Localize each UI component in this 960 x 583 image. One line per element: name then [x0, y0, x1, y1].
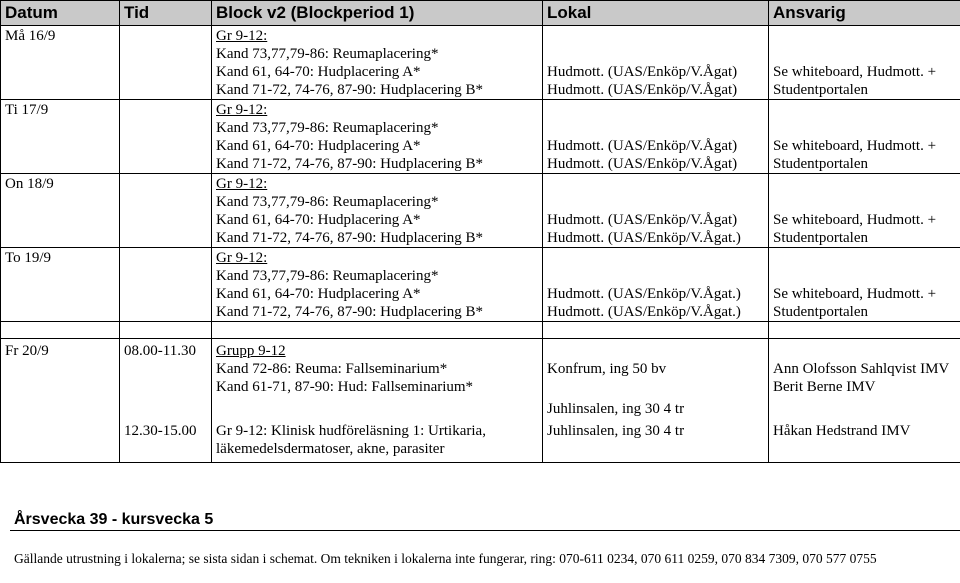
ansvarig-line: Se whiteboard, Hudmott. + [773, 286, 937, 302]
ansvarig-line: Berit Berne IMV [773, 379, 876, 395]
block-line: Kand 61, 64-70: Hudplacering A* [216, 212, 421, 228]
ansvarig-line: Studentportalen [773, 82, 868, 98]
block-line: Kand 73,77,79-86: Reumaplacering* [216, 268, 439, 284]
lokal-line: Hudmott. (UAS/Enköp/V.Ågat) [547, 156, 738, 172]
ansvarig-cell [769, 418, 960, 463]
lokal-line: Hudmott. (UAS/Enköp/V.Ågat) [547, 138, 738, 154]
block-cell [212, 26, 543, 100]
lokal-cell [543, 26, 769, 100]
date-cell: On 18/9 [1, 174, 120, 248]
date-cell: Må 16/9 [1, 26, 120, 100]
ansvarig-line: Håkan Hedstrand IMV [773, 423, 911, 439]
lokal-cell [543, 418, 769, 463]
group-label: Gr 9-12: [216, 102, 268, 118]
lokal-line: Juhlinsalen, ing 30 4 tr [547, 401, 685, 417]
block-line: Kand 73,77,79-86: Reumaplacering* [216, 120, 439, 136]
block-line: Kand 72-86: Reuma: Fallseminarium* [216, 361, 448, 377]
block-cell [212, 418, 543, 463]
table-row [1, 248, 960, 322]
time-cell [120, 174, 212, 248]
table-row [1, 100, 960, 174]
ansvarig-cell [769, 248, 960, 322]
lokal-line: Hudmott. (UAS/Enköp/V.Ågat) [547, 82, 738, 98]
block-line: Kand 71-72, 74-76, 87-90: Hudplacering B* [216, 304, 484, 320]
block-cell [212, 100, 543, 174]
header-block: Block v2 (Blockperiod 1) [212, 1, 543, 26]
header-tid: Tid [120, 1, 212, 26]
time-cell [120, 248, 212, 322]
time-cell: 08.00-11.30 [120, 339, 212, 419]
block-line: Gr 9-12: Klinisk hudföreläsning 1: Urtikaria, [216, 423, 486, 439]
group-label: Grupp 9-12 [216, 343, 286, 359]
block-cell [212, 174, 543, 248]
block-line: Kand 71-72, 74-76, 87-90: Hudplacering B* [216, 230, 484, 246]
spacer-row [1, 322, 960, 339]
header-lokal: Lokal [543, 1, 769, 26]
block-line: Kand 61-71, 87-90: Hud: Fallseminarium* [216, 379, 474, 395]
divider [10, 530, 960, 531]
lokal-cell [543, 339, 769, 419]
table-row [1, 26, 960, 100]
lokal-cell [543, 248, 769, 322]
group-label: Gr 9-12: [216, 250, 268, 266]
block-line: Kand 73,77,79-86: Reumaplacering* [216, 46, 439, 62]
ansvarig-line: Studentportalen [773, 304, 868, 320]
header-datum: Datum [1, 1, 120, 26]
ansvarig-line: Se whiteboard, Hudmott. + [773, 64, 937, 80]
ansvarig-cell [769, 100, 960, 174]
lokal-line: Juhlinsalen, ing 30 4 tr [547, 423, 685, 439]
lokal-line: Hudmott. (UAS/Enköp/V.Ågat.) [547, 286, 741, 302]
ansvarig-line: Se whiteboard, Hudmott. + [773, 138, 937, 154]
block-line: Kand 61, 64-70: Hudplacering A* [216, 138, 421, 154]
time-cell: 12.30-15.00 [120, 418, 212, 463]
block-line: Kand 73,77,79-86: Reumaplacering* [216, 194, 439, 210]
time-cell [120, 26, 212, 100]
time-cell [120, 100, 212, 174]
ansvarig-cell [769, 339, 960, 419]
lokal-cell [543, 100, 769, 174]
block-line: Kand 61, 64-70: Hudplacering A* [216, 286, 421, 302]
block-cell [212, 248, 543, 322]
block-line: Kand 71-72, 74-76, 87-90: Hudplacering B* [216, 156, 484, 172]
lokal-line: Hudmott. (UAS/Enköp/V.Ågat) [547, 212, 738, 228]
lokal-cell [543, 174, 769, 248]
block-cell [212, 339, 543, 419]
block-line: läkemedelsdermatoser, akne, parasiter [216, 441, 445, 457]
ansvarig-line: Studentportalen [773, 156, 868, 172]
ansvarig-cell [769, 26, 960, 100]
date-cell [1, 418, 120, 463]
week-heading: Årsvecka 39 - kursvecka 5 [14, 511, 214, 528]
ansvarig-line: Ann Olofsson Sahlqvist IMV [773, 361, 950, 377]
date-cell: Ti 17/9 [1, 100, 120, 174]
ansvarig-line: Se whiteboard, Hudmott. + [773, 212, 937, 228]
table-row [1, 174, 960, 248]
ansvarig-line: Studentportalen [773, 230, 868, 246]
table-row [1, 339, 960, 419]
lokal-line: Hudmott. (UAS/Enköp/V.Ågat.) [547, 230, 741, 246]
table-row [1, 418, 960, 463]
lokal-line: Konfrum, ing 50 bv [547, 361, 667, 377]
ansvarig-cell [769, 174, 960, 248]
date-cell: To 19/9 [1, 248, 120, 322]
equipment-note: Gällande utrustning i lokalerna; se sista sidan i schemat. Om tekniken i lokalerna inte fungerar, ring: 070-611 0234, 070 611 0259, 070 834 7309, 070 577 0755 [14, 551, 877, 566]
lokal-line: Hudmott. (UAS/Enköp/V.Ågat.) [547, 304, 741, 320]
date-cell: Fr 20/9 [1, 339, 120, 419]
block-line: Kand 71-72, 74-76, 87-90: Hudplacering B* [216, 82, 484, 98]
header-ansvarig: Ansvarig [769, 1, 960, 26]
header-row [1, 1, 960, 26]
block-line: Kand 61, 64-70: Hudplacering A* [216, 64, 421, 80]
group-label: Gr 9-12: [216, 176, 268, 192]
group-label: Gr 9-12: [216, 28, 268, 44]
lokal-line: Hudmott. (UAS/Enköp/V.Ågat) [547, 64, 738, 80]
